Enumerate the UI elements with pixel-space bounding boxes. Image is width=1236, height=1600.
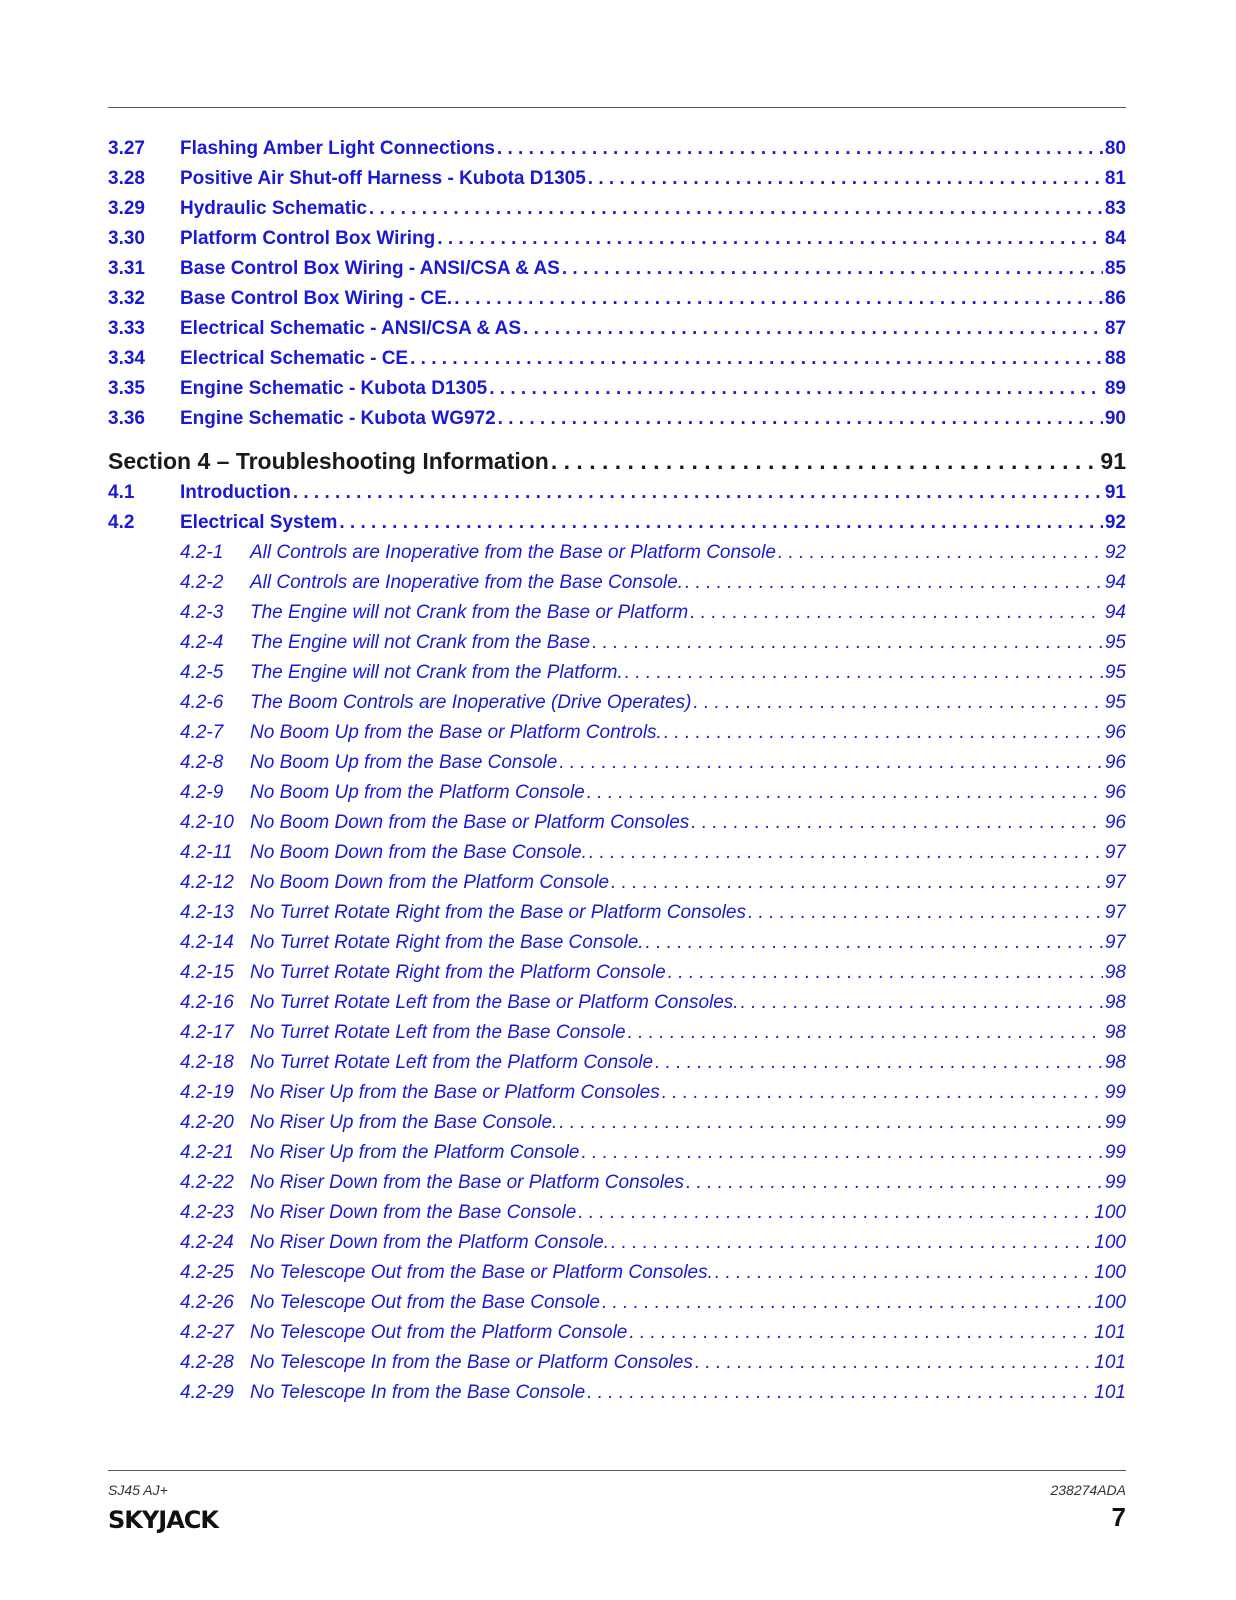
toc-entry-page: 99 <box>1104 1112 1126 1133</box>
toc-entry-number: 3.31 <box>108 258 145 279</box>
toc-entry[interactable] <box>108 288 1126 318</box>
leader-dots <box>587 782 1103 804</box>
leader-dots <box>410 348 1103 370</box>
toc-entry[interactable] <box>108 992 1126 1022</box>
toc-entry-title: No Riser Up from the Base or Platform Consoles <box>250 1082 660 1103</box>
leader-dots <box>559 752 1103 774</box>
toc-entry-page: 90 <box>1104 408 1126 429</box>
toc-entry-title: The Engine will not Crank from the Base <box>250 632 591 653</box>
toc-entry-title: No Turret Rotate Left from the Base or Platform Consoles. <box>250 992 739 1013</box>
toc-entry-page: 87 <box>1104 318 1126 339</box>
toc-entry-page: 97 <box>1104 872 1126 893</box>
toc-entry[interactable] <box>108 842 1126 872</box>
toc-entry-number: 4.2-29 <box>180 1382 234 1403</box>
toc-entry[interactable] <box>108 1352 1126 1382</box>
toc-entry-page: 89 <box>1104 378 1126 399</box>
toc-entry-page: 92 <box>1104 542 1126 563</box>
toc-entry-page: 88 <box>1104 348 1126 369</box>
section-title: Section 4 – Troubleshooting Information <box>108 447 549 474</box>
toc-entry[interactable] <box>108 318 1126 348</box>
toc-entry[interactable] <box>108 1232 1126 1262</box>
toc-entry-number: 3.36 <box>108 408 145 429</box>
toc-entry[interactable] <box>108 932 1126 962</box>
toc-entry[interactable] <box>108 602 1126 632</box>
toc-entry-number: 4.2-7 <box>180 722 224 743</box>
toc-entry-number: 4.2-25 <box>180 1262 234 1283</box>
toc-entry-title: No Telescope Out from the Base or Platform Consoles. <box>250 1262 713 1283</box>
toc-entry-page: 100 <box>1094 1262 1126 1283</box>
toc-group-subsections <box>108 542 1126 1412</box>
toc-entry-title: All Controls are Inoperative from the Base or Platform Console <box>250 542 776 563</box>
toc-entry[interactable] <box>108 782 1126 812</box>
toc-entry[interactable] <box>108 198 1126 228</box>
toc-entry-page: 100 <box>1094 1232 1126 1253</box>
leader-dots <box>587 1382 1092 1404</box>
leader-dots <box>778 542 1103 564</box>
toc-entry[interactable] <box>108 1172 1126 1202</box>
toc-entry-page: 96 <box>1104 752 1126 773</box>
toc-entry-page: 99 <box>1104 1172 1126 1193</box>
toc-entry[interactable] <box>108 258 1126 288</box>
toc-entry-title: No Turret Rotate Left from the Platform Console <box>250 1052 654 1073</box>
leader-dots <box>685 572 1103 594</box>
leader-dots <box>437 228 1103 250</box>
toc-entry[interactable] <box>108 1292 1126 1322</box>
toc-entry-page: 94 <box>1104 602 1126 623</box>
leader-dots <box>748 902 1103 924</box>
leader-dots <box>628 1022 1103 1044</box>
toc-entry-title: No Riser Down from the Base Console <box>250 1202 577 1223</box>
toc-entry-page: 95 <box>1104 632 1126 653</box>
leader-dots <box>498 408 1103 430</box>
toc-entry-number: 4.1 <box>108 482 135 503</box>
toc-entry[interactable] <box>108 752 1126 782</box>
toc-entry-number: 4.2-6 <box>180 692 224 713</box>
footer-doc-number: 238274ADA <box>1050 1482 1126 1498</box>
leader-dots <box>592 632 1103 654</box>
toc-entry[interactable] <box>108 662 1126 692</box>
toc-entry[interactable] <box>108 512 1126 542</box>
toc-entry-number: 4.2-12 <box>180 872 234 893</box>
toc-entry-page: 100 <box>1094 1292 1126 1313</box>
skyjack-logo: SKYJACK <box>108 1506 218 1534</box>
toc-entry[interactable] <box>108 902 1126 932</box>
leader-dots <box>668 962 1103 984</box>
leader-dots <box>559 1112 1103 1134</box>
leader-dots <box>293 482 1103 504</box>
toc-entry-number: 4.2-16 <box>180 992 234 1013</box>
toc-entry-page: 92 <box>1104 512 1126 533</box>
toc-entry-page: 81 <box>1104 168 1126 189</box>
toc-entry[interactable] <box>108 812 1126 842</box>
leader-dots <box>369 198 1103 220</box>
toc-entry-title: Engine Schematic - Kubota WG972 <box>180 408 496 429</box>
toc-entry-page: 100 <box>1094 1202 1126 1223</box>
toc-entry-page: 97 <box>1104 902 1126 923</box>
table-of-contents <box>108 138 1126 1412</box>
toc-entry-page: 98 <box>1104 962 1126 983</box>
leader-dots <box>578 1202 1092 1224</box>
toc-entry-title: No Turret Rotate Right from the Base Console. <box>250 932 644 953</box>
toc-entry-title: The Engine will not Crank from the Platform. <box>250 662 623 683</box>
toc-entry[interactable] <box>108 1112 1126 1142</box>
toc-entry-number: 4.2-8 <box>180 752 224 773</box>
toc-entry-page: 84 <box>1104 228 1126 249</box>
toc-entry-number: 4.2-1 <box>180 542 224 563</box>
toc-entry[interactable] <box>108 138 1126 168</box>
toc-entry-title: Flashing Amber Light Connections <box>180 138 495 159</box>
toc-entry-title: No Boom Up from the Base Console <box>250 752 558 773</box>
toc-entry-number: 4.2-24 <box>180 1232 234 1253</box>
toc-entry-page: 95 <box>1104 692 1126 713</box>
toc-entry[interactable] <box>108 378 1126 408</box>
toc-entry[interactable] <box>108 1022 1126 1052</box>
leader-dots <box>589 842 1103 864</box>
toc-group-section-4 <box>108 482 1126 542</box>
toc-entry-number: 4.2-11 <box>180 842 233 863</box>
toc-entry[interactable] <box>108 168 1126 198</box>
toc-entry-number: 4.2-22 <box>180 1172 234 1193</box>
section-page: 91 <box>1100 447 1126 474</box>
toc-entry-number: 4.2-5 <box>180 662 224 683</box>
toc-entry-title: The Engine will not Crank from the Base or Platform <box>250 602 689 623</box>
toc-entry-number: 4.2-17 <box>180 1022 234 1043</box>
toc-entry-number: 3.32 <box>108 288 145 309</box>
toc-entry-page: 80 <box>1104 138 1126 159</box>
toc-entry-title: No Riser Up from the Platform Console <box>250 1142 580 1163</box>
toc-entry-title: No Boom Down from the Base or Platform Consoles <box>250 812 690 833</box>
toc-entry-title: Electrical Schematic - ANSI/CSA & AS <box>180 318 522 339</box>
toc-entry-number: 4.2-3 <box>180 602 224 623</box>
leader-dots <box>693 692 1102 714</box>
toc-entry-title: No Telescope Out from the Base Console <box>250 1292 600 1313</box>
leader-dots <box>691 812 1103 834</box>
toc-entry-number: 4.2-2 <box>180 572 224 593</box>
toc-entry-page: 101 <box>1094 1382 1126 1403</box>
toc-entry[interactable] <box>108 1382 1126 1412</box>
leader-dots <box>664 722 1103 744</box>
toc-entry[interactable] <box>108 692 1126 722</box>
toc-entry-page: 95 <box>1104 662 1126 683</box>
toc-entry-title: No Boom Up from the Platform Console <box>250 782 585 803</box>
toc-entry-number: 3.27 <box>108 138 145 159</box>
leader-dots <box>454 288 1103 310</box>
toc-entry-title: All Controls are Inoperative from the Base Console. <box>250 572 683 593</box>
leader-dots <box>551 448 1099 475</box>
leader-dots <box>741 992 1103 1014</box>
toc-entry-number: 4.2-26 <box>180 1292 234 1313</box>
leader-dots <box>523 318 1103 340</box>
toc-entry-number: 3.30 <box>108 228 145 249</box>
toc-entry[interactable] <box>108 962 1126 992</box>
toc-entry-title: No Boom Down from the Platform Console <box>250 872 610 893</box>
leader-dots <box>588 168 1103 190</box>
toc-entry[interactable] <box>108 542 1126 572</box>
toc-entry-number: 4.2-4 <box>180 632 224 653</box>
leader-dots <box>695 1352 1092 1374</box>
toc-entry[interactable] <box>108 572 1126 602</box>
toc-entry-number: 3.34 <box>108 348 145 369</box>
toc-entry[interactable] <box>108 348 1126 378</box>
leader-dots <box>339 512 1102 534</box>
toc-entry-number: 4.2-13 <box>180 902 234 923</box>
toc-entry-title: No Boom Down from the Base Console. <box>250 842 587 863</box>
toc-entry-title: Electrical System <box>180 512 338 533</box>
toc-entry-page: 101 <box>1094 1322 1126 1343</box>
toc-entry-page: 99 <box>1104 1142 1126 1163</box>
leader-dots <box>611 872 1103 894</box>
leader-dots <box>625 662 1103 684</box>
toc-entry-title: No Telescope In from the Base or Platform Consoles <box>250 1352 693 1373</box>
toc-entry[interactable] <box>108 482 1126 512</box>
header-rule <box>108 107 1126 108</box>
toc-entry-title: Base Control Box Wiring - CE. <box>180 288 453 309</box>
toc-entry-page: 97 <box>1104 842 1126 863</box>
leader-dots <box>602 1292 1092 1314</box>
leader-dots <box>581 1142 1102 1164</box>
toc-entry-page: 94 <box>1104 572 1126 593</box>
leader-dots <box>662 1082 1103 1104</box>
page-number: 7 <box>1111 1502 1126 1532</box>
toc-entry-number: 4.2-9 <box>180 782 224 803</box>
toc-entry-page: 91 <box>1104 482 1126 503</box>
toc-entry-page: 99 <box>1104 1082 1126 1103</box>
toc-entry-number: 4.2-20 <box>180 1112 234 1133</box>
toc-entry-page: 98 <box>1104 1052 1126 1073</box>
toc-entry-title: No Turret Rotate Right from the Base or Platform Consoles <box>250 902 746 923</box>
toc-entry-number: 4.2-21 <box>180 1142 234 1163</box>
leader-dots <box>646 932 1103 954</box>
leader-dots <box>690 602 1103 624</box>
toc-entry-title: No Turret Rotate Right from the Platform Console <box>250 962 666 983</box>
toc-entry-number: 4.2-27 <box>180 1322 234 1343</box>
toc-entry-page: 96 <box>1104 782 1126 803</box>
toc-entry[interactable] <box>108 722 1126 752</box>
toc-entry-title: No Riser Down from the Base or Platform Consoles <box>250 1172 684 1193</box>
toc-entry[interactable] <box>108 1202 1126 1232</box>
toc-entry[interactable] <box>108 1262 1126 1292</box>
leader-dots <box>715 1262 1092 1284</box>
toc-entry[interactable] <box>108 1082 1126 1112</box>
toc-entry-title: No Riser Up from the Base Console. <box>250 1112 558 1133</box>
toc-entry-title: No Turret Rotate Left from the Base Console <box>250 1022 626 1043</box>
leader-dots <box>611 1232 1092 1254</box>
toc-entry-number: 3.28 <box>108 168 145 189</box>
toc-entry-page: 96 <box>1104 722 1126 743</box>
toc-entry[interactable] <box>108 1052 1126 1082</box>
toc-section-heading[interactable] <box>108 440 1126 482</box>
toc-entry-title: Positive Air Shut-off Harness - Kubota D1305 <box>180 168 586 189</box>
toc-entry-title: Base Control Box Wiring - ANSI/CSA & AS <box>180 258 560 279</box>
toc-entry-title: Introduction <box>180 482 291 503</box>
toc-entry-title: No Telescope Out from the Platform Console <box>250 1322 628 1343</box>
toc-entry-number: 4.2-15 <box>180 962 234 983</box>
toc-entry-page: 98 <box>1104 992 1126 1013</box>
leader-dots <box>489 378 1103 400</box>
toc-entry-page: 101 <box>1094 1352 1126 1373</box>
toc-entry-title: No Telescope In from the Base Console <box>250 1382 586 1403</box>
toc-entry-title: The Boom Controls are Inoperative (Drive Operates) <box>250 692 692 713</box>
leader-dots <box>562 258 1103 280</box>
toc-entry[interactable] <box>108 1142 1126 1172</box>
leader-dots <box>655 1052 1103 1074</box>
footer-model: SJ45 AJ+ <box>108 1482 168 1498</box>
toc-entry-page: 85 <box>1104 258 1126 279</box>
toc-entry-number: 4.2-19 <box>180 1082 234 1103</box>
toc-entry[interactable] <box>108 1322 1126 1352</box>
toc-entry-page: 96 <box>1104 812 1126 833</box>
toc-entry[interactable] <box>108 872 1126 902</box>
leader-dots <box>686 1172 1103 1194</box>
toc-entry-title: No Boom Up from the Base or Platform Controls. <box>250 722 662 743</box>
toc-entry-title: Hydraulic Schematic <box>180 198 367 219</box>
toc-entry-page: 97 <box>1104 932 1126 953</box>
toc-entry[interactable] <box>108 632 1126 662</box>
toc-entry[interactable] <box>108 408 1126 438</box>
footer-rule <box>108 1470 1126 1471</box>
toc-entry-number: 4.2-23 <box>180 1202 234 1223</box>
toc-entry-number: 3.35 <box>108 378 145 399</box>
leader-dots <box>497 138 1103 160</box>
toc-entry-number: 4.2 <box>108 512 135 533</box>
toc-entry-number: 4.2-10 <box>180 812 234 833</box>
toc-group-section-3 <box>108 138 1126 438</box>
toc-entry-page: 83 <box>1104 198 1126 219</box>
toc-entry-number: 3.29 <box>108 198 145 219</box>
toc-entry-number: 4.2-18 <box>180 1052 234 1073</box>
toc-entry-title: Electrical Schematic - CE <box>180 348 409 369</box>
toc-entry-page: 86 <box>1104 288 1126 309</box>
toc-entry-number: 4.2-28 <box>180 1352 234 1373</box>
leader-dots <box>629 1322 1092 1344</box>
toc-entry-number: 3.33 <box>108 318 145 339</box>
toc-entry-title: Platform Control Box Wiring <box>180 228 436 249</box>
toc-entry[interactable] <box>108 228 1126 258</box>
toc-entry-title: No Riser Down from the Platform Console. <box>250 1232 610 1253</box>
toc-entry-number: 4.2-14 <box>180 932 234 953</box>
toc-entry-title: Engine Schematic - Kubota D1305 <box>180 378 488 399</box>
toc-entry-page: 98 <box>1104 1022 1126 1043</box>
